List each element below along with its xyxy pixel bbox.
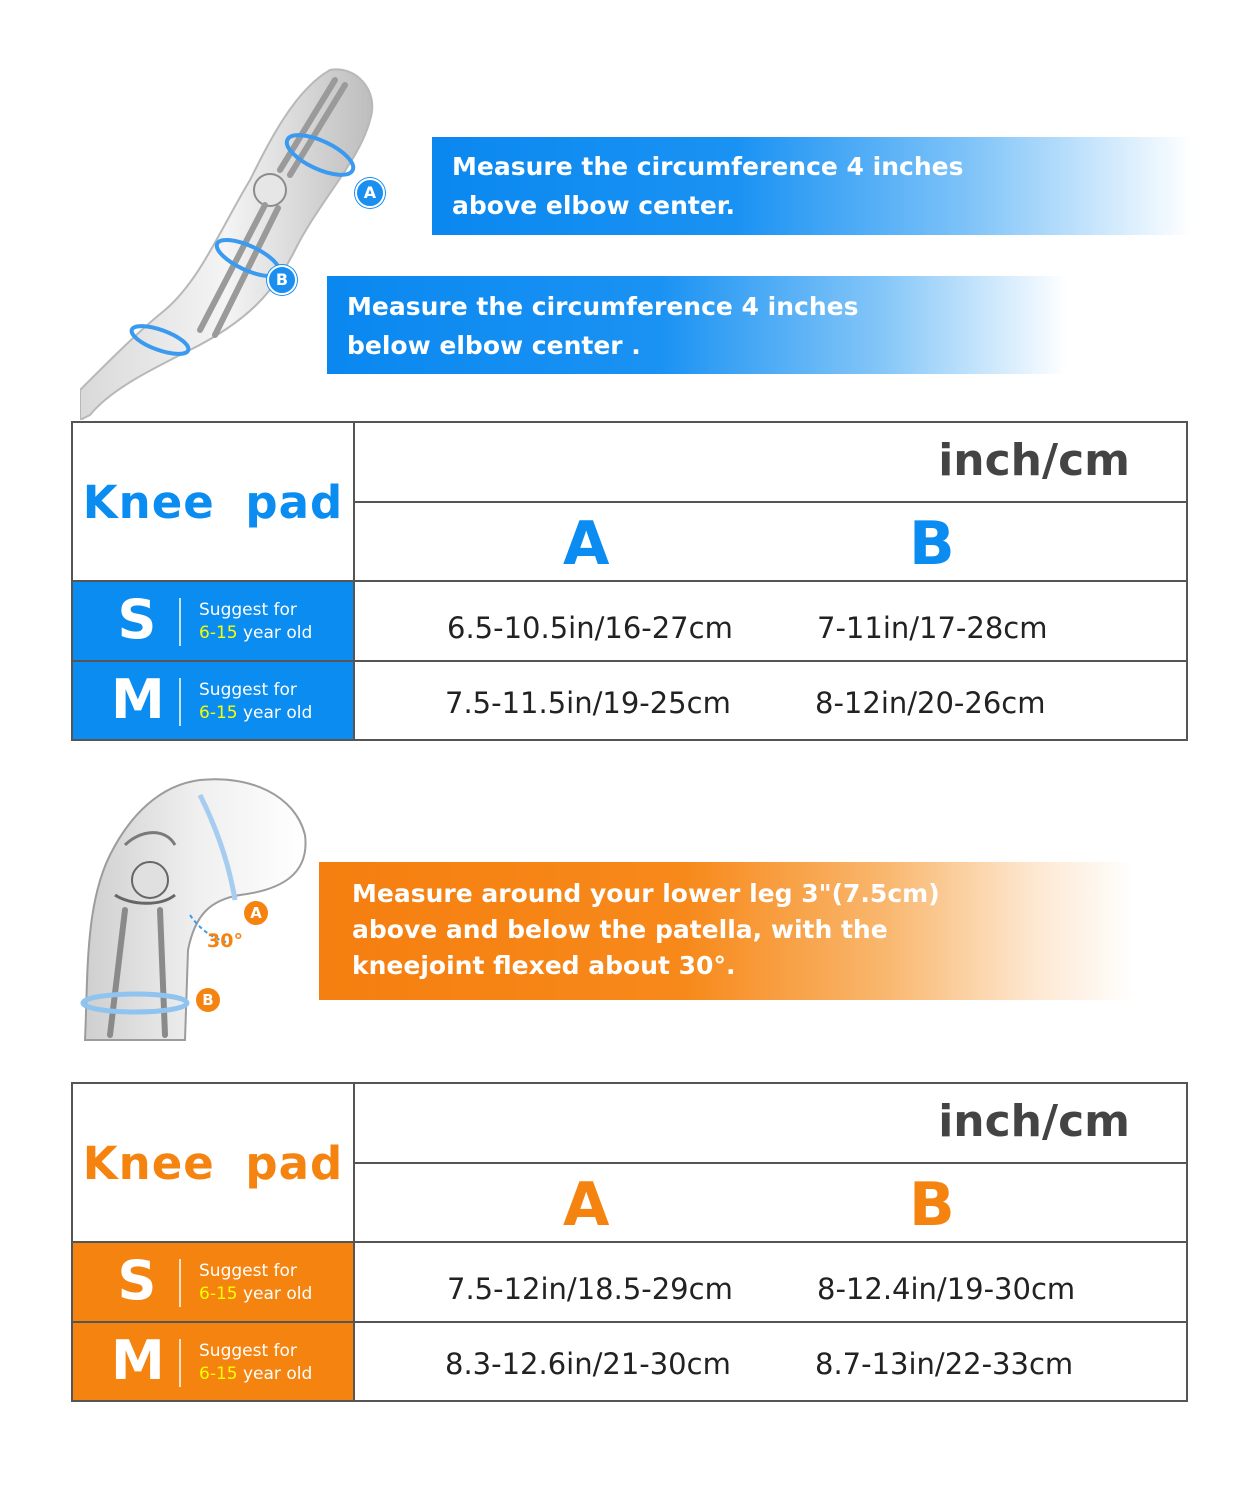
column-header-b: B (909, 509, 955, 579)
age-suggestion (199, 599, 312, 645)
instruction-knee-line1: Measure around your lower leg 3"(7.5cm) (352, 879, 940, 908)
knee-illustration (80, 775, 310, 1045)
unit-label: inch/cm (938, 435, 1130, 486)
size-cell-m (73, 662, 353, 739)
age-range: 6-15 (199, 623, 238, 643)
age-suffix: year old (237, 1364, 313, 1384)
marker-b-icon: B (196, 988, 220, 1012)
instruction-knee-line3: kneejoint flexed about 30°. (352, 951, 736, 980)
leg-size-table (71, 1082, 1188, 1402)
size-cell-m (73, 1323, 353, 1400)
age-range: 6-15 (199, 1284, 238, 1304)
unit-label: inch/cm (938, 1096, 1130, 1147)
size-cell-s (73, 1243, 353, 1321)
age-suggestion (199, 1340, 312, 1386)
angle-label: 30° (207, 930, 243, 952)
suggest-label: Suggest for (199, 600, 297, 620)
value-a-s: 6.5-10.5in/16-27cm (447, 611, 733, 645)
age-suffix: year old (237, 623, 313, 643)
instruction-below-line2: below elbow center . (347, 331, 641, 360)
size-cell-s (73, 582, 353, 660)
age-suffix: year old (237, 703, 313, 723)
instruction-above-line2: above elbow center. (452, 191, 736, 220)
value-a-s: 7.5-12in/18.5-29cm (447, 1272, 733, 1306)
table-title: Knee pad (82, 475, 344, 529)
size-letter: S (117, 588, 157, 651)
age-suggestion (199, 679, 312, 725)
marker-a-icon: A (244, 901, 268, 925)
size-letter: M (111, 1329, 165, 1392)
arm-size-table (71, 421, 1188, 741)
instruction-below-line1: Measure the circumference 4 inches (347, 292, 859, 321)
age-range: 6-15 (199, 1364, 238, 1384)
table-divider (353, 501, 1186, 503)
size-separator (179, 1339, 181, 1387)
size-separator (179, 678, 181, 726)
column-header-a: A (563, 1170, 610, 1240)
column-header-a: A (563, 509, 610, 579)
table-title: Knee pad (82, 1136, 344, 1190)
instruction-knee-line2: above and below the patella, with the (352, 915, 888, 944)
column-header-b: B (909, 1170, 955, 1240)
suggest-label: Suggest for (199, 680, 297, 700)
value-b-s: 7-11in/17-28cm (817, 611, 1048, 645)
suggest-label: Suggest for (199, 1261, 297, 1281)
size-separator (179, 1259, 181, 1307)
knee-skeleton-drawing (80, 775, 310, 1045)
age-suggestion (199, 1260, 312, 1306)
size-letter: S (117, 1249, 157, 1312)
age-suffix: year old (237, 1284, 313, 1304)
marker-b-icon: B (267, 265, 297, 295)
value-b-m: 8-12in/20-26cm (815, 686, 1046, 720)
instruction-below-elbow (327, 276, 1067, 374)
value-a-m: 7.5-11.5in/19-25cm (445, 686, 731, 720)
value-b-s: 8-12.4in/19-30cm (817, 1272, 1076, 1306)
size-separator (179, 598, 181, 646)
instruction-above-line1: Measure the circumference 4 inches (452, 152, 964, 181)
table-divider (353, 1162, 1186, 1164)
value-b-m: 8.7-13in/22-33cm (815, 1347, 1074, 1381)
marker-a-icon: A (355, 178, 385, 208)
suggest-label: Suggest for (199, 1341, 297, 1361)
value-a-m: 8.3-12.6in/21-30cm (445, 1347, 731, 1381)
age-range: 6-15 (199, 703, 238, 723)
instruction-knee (319, 862, 1134, 1000)
size-letter: M (111, 668, 165, 731)
instruction-above-elbow (432, 137, 1192, 235)
